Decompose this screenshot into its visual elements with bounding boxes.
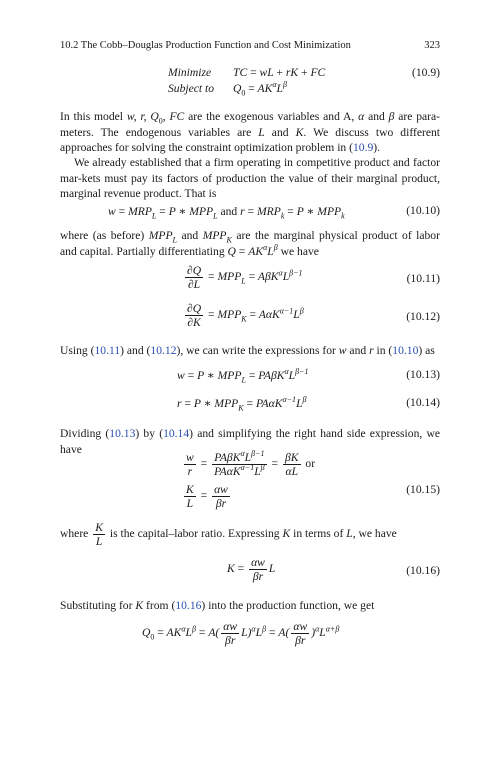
equation-10-15: $\frac{w}{r}$ = $\frac{PA\beta K^\alpha L^{\beta-1}}{PA\alpha K^{\alpha-1}L^\beta}$ = $\frac{\beta K}{\alpha L}$ or $\frac{K}{L}$ = $\frac{\alpha w}{\beta r}$ (10.15) [186, 449, 440, 510]
paragraph-using: Using (10.11) and (10.12), we can write the expressions for w and r in (10.10) as [60, 344, 435, 357]
equation-number: (10.11) [406, 272, 440, 285]
equation-10-14: r = P ∗ $MPP_K = PA\alpha K^{\alpha-1}L^\beta$ (10.14) [177, 395, 440, 413]
equation-10-12: $\frac{\partial Q}{\partial K}$ = $MPP_K = A\alpha K^{\alpha-1}L^\beta$ (10.12) [187, 302, 440, 329]
equation-10-16: K = $\frac{\alpha w}{\beta r}$ L (10.16) [227, 556, 440, 583]
equation-10-10: $w = MRP_L = P$ ∗ $MPP_L$ and $r = MRP_k = P$ ∗ $MPP_k$ (10.10) [108, 204, 440, 221]
paragraph-capital-labor-ratio: where $\frac{K}{L}$ is the capital–labor ratio. Expressing K in terms of L, we have [60, 521, 397, 548]
equation-number: (10.16) [406, 564, 440, 577]
subject-to-label: Subject to [168, 82, 215, 95]
constraint-expression: $Q_0 = AK^\alpha L^\beta$ [233, 80, 287, 98]
link-eq-10-12[interactable]: 10.12 [150, 344, 177, 357]
equation-number: (10.9) [411, 66, 440, 79]
page-number: 323 [424, 40, 440, 51]
paragraph-partial-differentiation: where (as before) $MPP_L$ and $MPP_K$ are the marginal physical product of labor and capital. Partially differentiating $Q = AK^\alpha L^\beta$ we have [60, 229, 440, 258]
link-eq-10-9[interactable]: 10.9 [353, 141, 374, 154]
objective-expression: TC = wL + rK + FC [233, 66, 326, 79]
paragraph-exogenous: In this model w, r, $Q_0$, FC are the exogenous variables and A, α and β are para-meters. The endogenous variables are L and K. We discuss two different approaches for solving the constraint optimization problem in (10.9). [60, 110, 441, 154]
equation-number: (10.12) [406, 310, 440, 323]
paragraph-marginal-product: We already established that a firm operating in competitive product and factor mar-kets must pay its factors of production the value of their marginal product, marginal revenue product. That is [60, 156, 440, 200]
running-header [60, 40, 440, 51]
equation-10-11: $\frac{\partial Q}{\partial L}$ = $MPP_L = A\beta K^\alpha L^{\beta-1}$ (10.11) [187, 264, 440, 291]
equation-10-13: w = P ∗ $MPP_L = PA\beta K^\alpha L^{\beta-1}$ (10.13) [177, 367, 440, 385]
link-eq-10-10[interactable]: 10.10 [392, 344, 419, 357]
section-title: 10.2 The Cobb–Douglas Production Function and Cost Minimization [60, 40, 351, 51]
minimize-label: Minimize [168, 66, 212, 79]
equation-number: (10.15) [406, 483, 440, 496]
equation-number: (10.13) [406, 368, 440, 381]
equation-substituted-production: $Q_0 = AK^\alpha L^\beta = A$( $\frac{\alpha w}{\beta r}$ $L)^\alpha L^\beta = A$( $\frac{\alpha w}{\beta r}$ )$^\alpha L^{\alpha+\beta}$ [142, 620, 340, 647]
link-eq-10-14[interactable]: 10.14 [163, 427, 190, 440]
link-eq-10-11[interactable]: 10.11 [94, 344, 121, 357]
paragraph-substituting: Substituting for K from (10.16) into the production function, we get [60, 599, 375, 612]
equation-number: (10.14) [406, 396, 440, 409]
link-eq-10-13[interactable]: 10.13 [109, 427, 136, 440]
equation-10-9-constraint [60, 82, 440, 102]
paragraph-dividing: Dividing (10.13) by (10.14) and simplifying the right hand side expression, we have [60, 427, 440, 456]
link-eq-10-16[interactable]: 10.16 [175, 599, 202, 612]
equation-number: (10.10) [406, 204, 440, 217]
